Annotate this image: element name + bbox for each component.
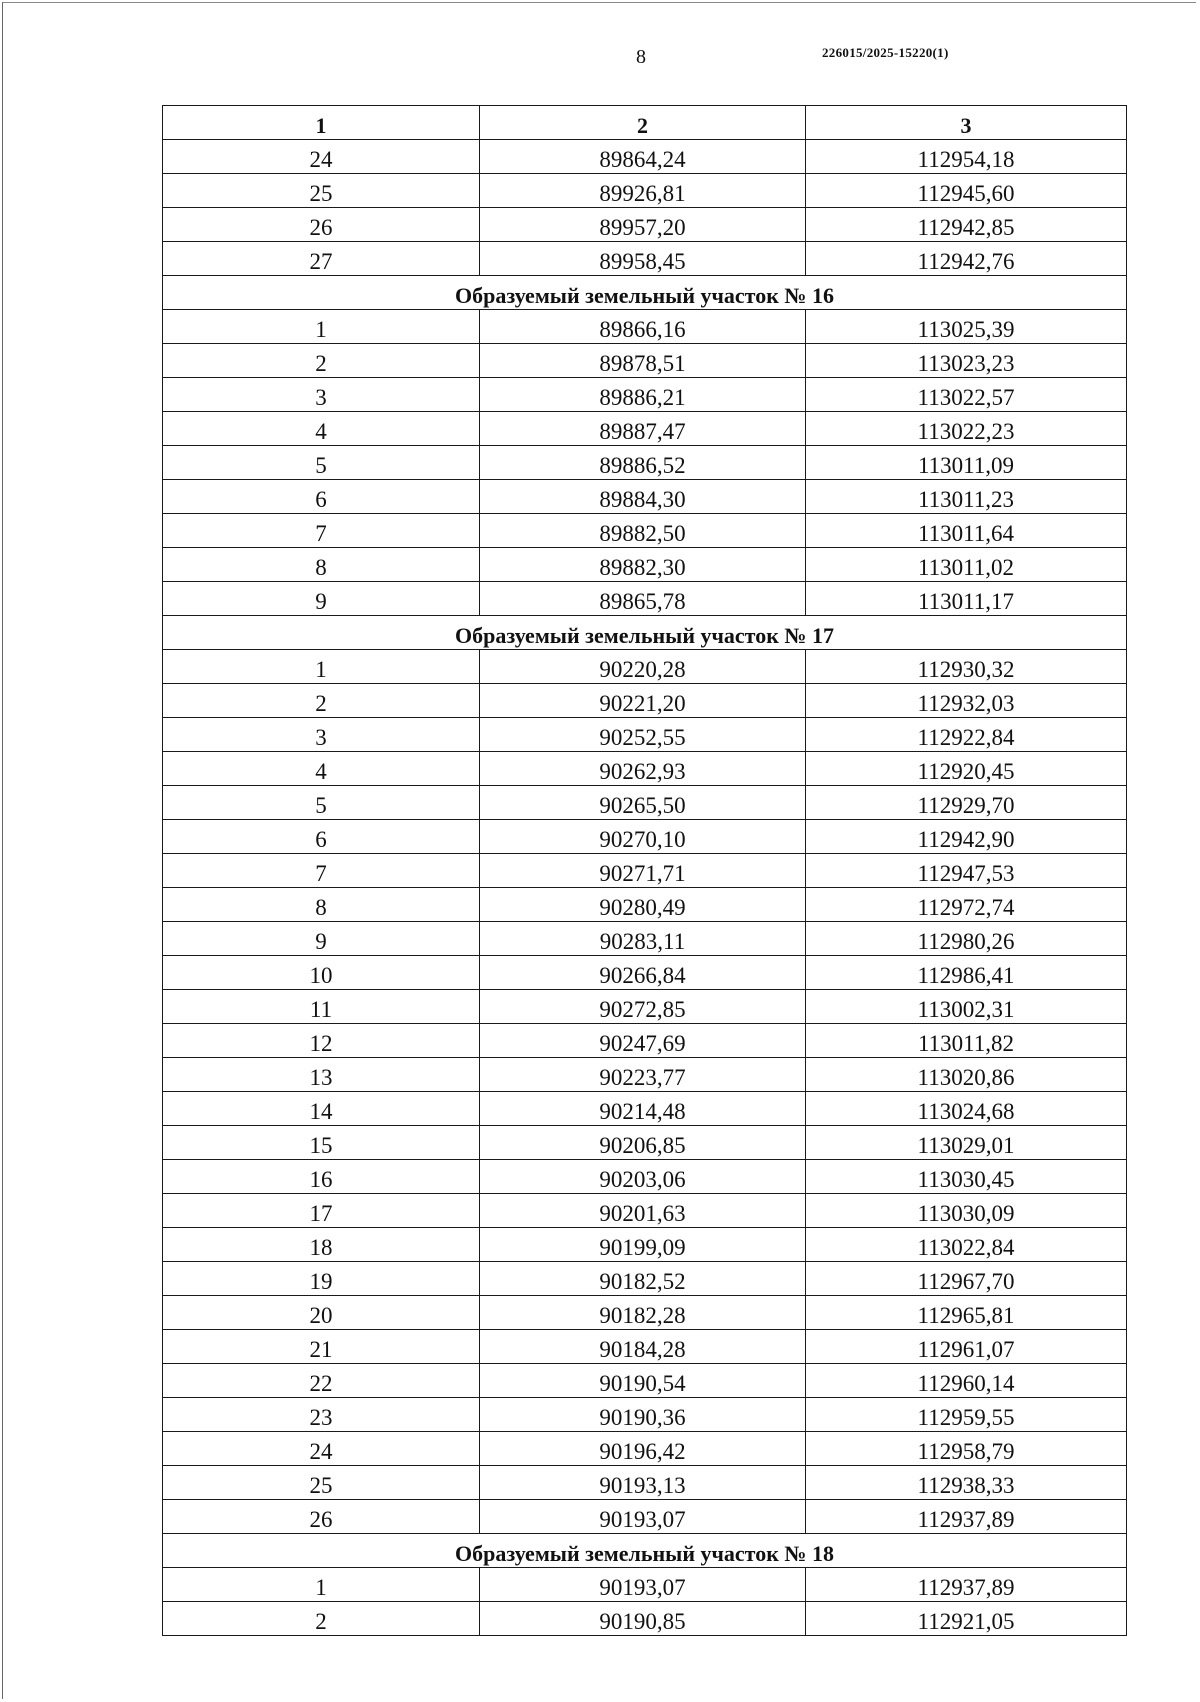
- y-coordinate-cell: 113025,39: [806, 310, 1127, 344]
- x-coordinate-cell: 90193,13: [480, 1466, 806, 1500]
- y-coordinate-cell: 113011,02: [806, 548, 1127, 582]
- y-coordinate-cell: 112947,53: [806, 854, 1127, 888]
- table-row: [163, 684, 1127, 718]
- table-row: [163, 174, 1127, 208]
- table-row: [163, 956, 1127, 990]
- point-number-cell: 25: [163, 174, 480, 208]
- table-row: [163, 1602, 1127, 1636]
- section-title: Образуемый земельный участок № 16: [163, 276, 1127, 310]
- table-row: [163, 140, 1127, 174]
- table-row: [163, 378, 1127, 412]
- table-row: [163, 786, 1127, 820]
- y-coordinate-cell: 112960,14: [806, 1364, 1127, 1398]
- y-coordinate-cell: 112922,84: [806, 718, 1127, 752]
- y-coordinate-cell: 112972,74: [806, 888, 1127, 922]
- table-row: [163, 1228, 1127, 1262]
- y-coordinate-cell: 113030,45: [806, 1160, 1127, 1194]
- y-coordinate-cell: 112942,85: [806, 208, 1127, 242]
- x-coordinate-cell: 90270,10: [480, 820, 806, 854]
- y-coordinate-cell: 113022,23: [806, 412, 1127, 446]
- table-row: [163, 752, 1127, 786]
- table-row: [163, 1398, 1127, 1432]
- point-number-cell: 19: [163, 1262, 480, 1296]
- table-row: [163, 1160, 1127, 1194]
- table-row: [163, 1432, 1127, 1466]
- point-number-cell: 9: [163, 582, 480, 616]
- table-row: [163, 1568, 1127, 1602]
- x-coordinate-cell: 89958,45: [480, 242, 806, 276]
- x-coordinate-cell: 89886,52: [480, 446, 806, 480]
- table-row: [163, 854, 1127, 888]
- x-coordinate-cell: 89884,30: [480, 480, 806, 514]
- x-coordinate-cell: 90252,55: [480, 718, 806, 752]
- point-number-cell: 11: [163, 990, 480, 1024]
- y-coordinate-cell: 113022,57: [806, 378, 1127, 412]
- point-number-cell: 2: [163, 684, 480, 718]
- table-row: [163, 242, 1127, 276]
- x-coordinate-cell: 90280,49: [480, 888, 806, 922]
- point-number-cell: 1: [163, 650, 480, 684]
- table-row: [163, 344, 1127, 378]
- x-coordinate-cell: 89866,16: [480, 310, 806, 344]
- point-number-cell: 25: [163, 1466, 480, 1500]
- x-coordinate-cell: 89878,51: [480, 344, 806, 378]
- point-number-cell: 8: [163, 888, 480, 922]
- x-coordinate-cell: 90203,06: [480, 1160, 806, 1194]
- y-coordinate-cell: 112942,76: [806, 242, 1127, 276]
- point-number-cell: 4: [163, 412, 480, 446]
- point-number-cell: 2: [163, 344, 480, 378]
- table-row: [163, 480, 1127, 514]
- point-number-cell: 26: [163, 208, 480, 242]
- y-coordinate-cell: 112921,05: [806, 1602, 1127, 1636]
- point-number-cell: 26: [163, 1500, 480, 1534]
- point-number-cell: 10: [163, 956, 480, 990]
- point-number-cell: 1: [163, 310, 480, 344]
- y-coordinate-cell: 113029,01: [806, 1126, 1127, 1160]
- column-header-1: 1: [163, 106, 480, 140]
- section-title: Образуемый земельный участок № 17: [163, 616, 1127, 650]
- x-coordinate-cell: 90190,85: [480, 1602, 806, 1636]
- table-row: [163, 548, 1127, 582]
- table-row: [163, 446, 1127, 480]
- x-coordinate-cell: 90206,85: [480, 1126, 806, 1160]
- x-coordinate-cell: 89926,81: [480, 174, 806, 208]
- y-coordinate-cell: 113023,23: [806, 344, 1127, 378]
- x-coordinate-cell: 89886,21: [480, 378, 806, 412]
- table-row: [163, 922, 1127, 956]
- point-number-cell: 16: [163, 1160, 480, 1194]
- table-row: [163, 888, 1127, 922]
- point-number-cell: 9: [163, 922, 480, 956]
- y-coordinate-cell: 112929,70: [806, 786, 1127, 820]
- y-coordinate-cell: 113011,17: [806, 582, 1127, 616]
- x-coordinate-cell: 90193,07: [480, 1568, 806, 1602]
- x-coordinate-cell: 90272,85: [480, 990, 806, 1024]
- table-row: [163, 1296, 1127, 1330]
- point-number-cell: 4: [163, 752, 480, 786]
- x-coordinate-cell: 90283,11: [480, 922, 806, 956]
- x-coordinate-cell: 89882,50: [480, 514, 806, 548]
- point-number-cell: 21: [163, 1330, 480, 1364]
- table-row: [163, 412, 1127, 446]
- x-coordinate-cell: 90220,28: [480, 650, 806, 684]
- section-title: Образуемый земельный участок № 18: [163, 1534, 1127, 1568]
- y-coordinate-cell: 112937,89: [806, 1568, 1127, 1602]
- y-coordinate-cell: 112980,26: [806, 922, 1127, 956]
- y-coordinate-cell: 112938,33: [806, 1466, 1127, 1500]
- x-coordinate-cell: 89887,47: [480, 412, 806, 446]
- table-row: [163, 718, 1127, 752]
- y-coordinate-cell: 112937,89: [806, 1500, 1127, 1534]
- x-coordinate-cell: 90247,69: [480, 1024, 806, 1058]
- point-number-cell: 27: [163, 242, 480, 276]
- y-coordinate-cell: 112967,70: [806, 1262, 1127, 1296]
- table-row: [163, 1500, 1127, 1534]
- y-coordinate-cell: 112961,07: [806, 1330, 1127, 1364]
- x-coordinate-cell: 90265,50: [480, 786, 806, 820]
- table-row: [163, 1092, 1127, 1126]
- y-coordinate-cell: 112954,18: [806, 140, 1127, 174]
- point-number-cell: 5: [163, 786, 480, 820]
- y-coordinate-cell: 112958,79: [806, 1432, 1127, 1466]
- column-header-2: 2: [480, 106, 806, 140]
- page-number: 8: [636, 46, 646, 68]
- x-coordinate-cell: 90199,09: [480, 1228, 806, 1262]
- table-row: [163, 1262, 1127, 1296]
- x-coordinate-cell: 90223,77: [480, 1058, 806, 1092]
- x-coordinate-cell: 89864,24: [480, 140, 806, 174]
- point-number-cell: 14: [163, 1092, 480, 1126]
- x-coordinate-cell: 90182,52: [480, 1262, 806, 1296]
- table-row: [163, 1194, 1127, 1228]
- table-row: [163, 1330, 1127, 1364]
- table-row: [163, 990, 1127, 1024]
- y-coordinate-cell: 112942,90: [806, 820, 1127, 854]
- point-number-cell: 22: [163, 1364, 480, 1398]
- table-row: [163, 310, 1127, 344]
- x-coordinate-cell: 90271,71: [480, 854, 806, 888]
- point-number-cell: 1: [163, 1568, 480, 1602]
- table-row: [163, 1024, 1127, 1058]
- point-number-cell: 13: [163, 1058, 480, 1092]
- y-coordinate-cell: 113011,64: [806, 514, 1127, 548]
- point-number-cell: 24: [163, 140, 480, 174]
- point-number-cell: 15: [163, 1126, 480, 1160]
- point-number-cell: 6: [163, 820, 480, 854]
- point-number-cell: 12: [163, 1024, 480, 1058]
- y-coordinate-cell: 113011,09: [806, 446, 1127, 480]
- y-coordinate-cell: 112945,60: [806, 174, 1127, 208]
- table-row: [163, 208, 1127, 242]
- y-coordinate-cell: 113020,86: [806, 1058, 1127, 1092]
- point-number-cell: 5: [163, 446, 480, 480]
- x-coordinate-cell: 90190,54: [480, 1364, 806, 1398]
- section-header-row: [163, 1534, 1127, 1568]
- point-number-cell: 2: [163, 1602, 480, 1636]
- table-row: [163, 1126, 1127, 1160]
- table-row: [163, 1364, 1127, 1398]
- y-coordinate-cell: 112959,55: [806, 1398, 1127, 1432]
- x-coordinate-cell: 90196,42: [480, 1432, 806, 1466]
- coordinates-table: [162, 105, 1127, 1636]
- x-coordinate-cell: 89882,30: [480, 548, 806, 582]
- point-number-cell: 3: [163, 718, 480, 752]
- x-coordinate-cell: 90182,28: [480, 1296, 806, 1330]
- x-coordinate-cell: 89865,78: [480, 582, 806, 616]
- point-number-cell: 18: [163, 1228, 480, 1262]
- y-coordinate-cell: 112986,41: [806, 956, 1127, 990]
- x-coordinate-cell: 90201,63: [480, 1194, 806, 1228]
- point-number-cell: 8: [163, 548, 480, 582]
- point-number-cell: 7: [163, 854, 480, 888]
- section-header-row: [163, 276, 1127, 310]
- y-coordinate-cell: 113024,68: [806, 1092, 1127, 1126]
- point-number-cell: 3: [163, 378, 480, 412]
- point-number-cell: 23: [163, 1398, 480, 1432]
- y-coordinate-cell: 112930,32: [806, 650, 1127, 684]
- table-row: [163, 514, 1127, 548]
- y-coordinate-cell: 113011,23: [806, 480, 1127, 514]
- document-id: 226015/2025-15220(1): [822, 45, 949, 60]
- x-coordinate-cell: 90184,28: [480, 1330, 806, 1364]
- point-number-cell: 7: [163, 514, 480, 548]
- y-coordinate-cell: 112932,03: [806, 684, 1127, 718]
- column-header-3: 3: [806, 106, 1127, 140]
- table-row: [163, 1058, 1127, 1092]
- y-coordinate-cell: 113011,82: [806, 1024, 1127, 1058]
- point-number-cell: 6: [163, 480, 480, 514]
- x-coordinate-cell: 90266,84: [480, 956, 806, 990]
- x-coordinate-cell: 89957,20: [480, 208, 806, 242]
- section-header-row: [163, 616, 1127, 650]
- x-coordinate-cell: 90221,20: [480, 684, 806, 718]
- point-number-cell: 20: [163, 1296, 480, 1330]
- x-coordinate-cell: 90193,07: [480, 1500, 806, 1534]
- table-row: [163, 582, 1127, 616]
- x-coordinate-cell: 90214,48: [480, 1092, 806, 1126]
- x-coordinate-cell: 90262,93: [480, 752, 806, 786]
- y-coordinate-cell: 112920,45: [806, 752, 1127, 786]
- y-coordinate-cell: 113002,31: [806, 990, 1127, 1024]
- table-row: [163, 1466, 1127, 1500]
- point-number-cell: 17: [163, 1194, 480, 1228]
- y-coordinate-cell: 113022,84: [806, 1228, 1127, 1262]
- table-header-row: [163, 106, 1127, 140]
- coordinates-table-body: [163, 106, 1127, 1636]
- x-coordinate-cell: 90190,36: [480, 1398, 806, 1432]
- y-coordinate-cell: 113030,09: [806, 1194, 1127, 1228]
- table-row: [163, 820, 1127, 854]
- point-number-cell: 24: [163, 1432, 480, 1466]
- y-coordinate-cell: 112965,81: [806, 1296, 1127, 1330]
- table-row: [163, 650, 1127, 684]
